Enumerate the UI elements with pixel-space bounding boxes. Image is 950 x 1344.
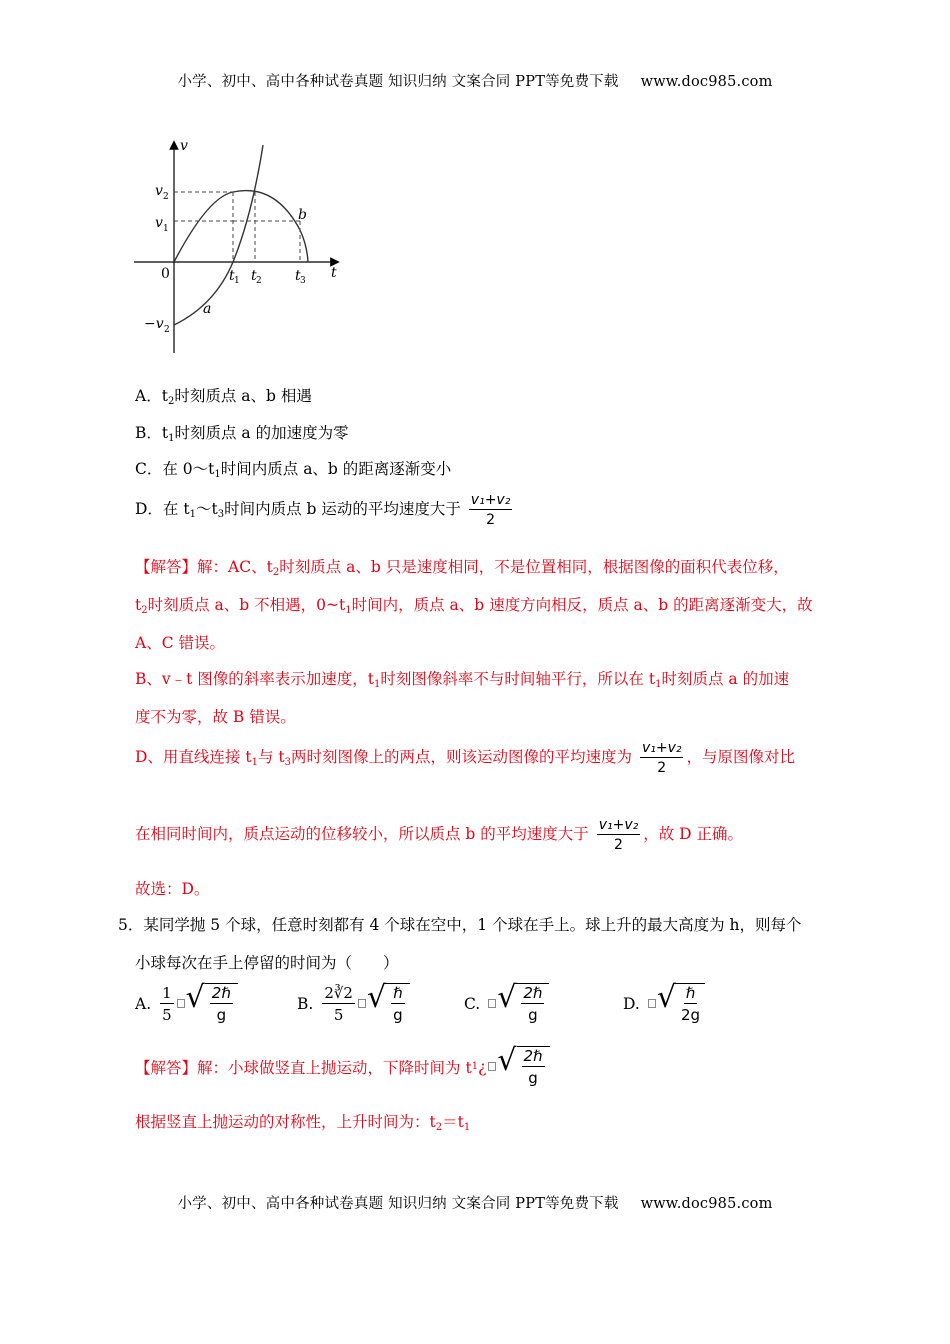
sqrt-symbol: √ $\frac{\text{2ℏ}}{g}$ bbox=[186, 983, 238, 1024]
q4-option-b: B．$t_1$时刻质点 a 的加速度为零 bbox=[135, 424, 349, 444]
q4-answer-line-2: $t_2$时刻质点 a、b 不相遇，$0\sim t_1$时间内，质点 a、b 速度方向相反，质点 a、b 的距离逐渐变大，故 bbox=[135, 596, 813, 616]
q4-option-d: D．在 $t_1\sim t_3$时间内质点 b 运动的平均速度大于 $\frac{\text{v₁+v₂}}{2}$ bbox=[135, 492, 511, 528]
q5-option-d: D. √ $\frac{\text{ℏ}}{2g}$ bbox=[623, 983, 705, 1024]
q4-answer-line-8: 故选：D。 bbox=[135, 880, 210, 898]
q4-answer-line-1: 【解答】解：AC、$t_2$时刻质点 a、b 只是速度相同，不是位置相同，根据图像的面积代表位移， bbox=[135, 558, 789, 578]
t1-label: t bbox=[229, 268, 235, 284]
footer-site: www.doc985.com bbox=[640, 1196, 773, 1212]
q5-stem-line-1: 5．某同学抛 5 个球，任意时刻都有 4 个球在空中，1 个球在手上。球上升的最大高度为 h，则每个 bbox=[118, 916, 802, 934]
q5-option-b: B. $\frac{2∛2}{5}$ √ $\frac{\text{ℏ}}{g}$ bbox=[297, 983, 410, 1024]
t2-sub: 2 bbox=[256, 276, 262, 286]
origin-label: 0 bbox=[161, 266, 170, 282]
q5-option-c: C. √ $\frac{\text{2ℏ}}{g}$ bbox=[464, 983, 549, 1024]
q4-answer-line-7: 在相同时间内，质点运动的位移较小，所以质点 b 的平均速度大于 $\frac{\text{v₁+v₂}}{2}$ ，故 D 正确。 bbox=[135, 817, 744, 853]
t-axis-label: t bbox=[331, 265, 337, 281]
t3-label: t bbox=[295, 268, 301, 284]
v-axis-label: v bbox=[180, 138, 188, 154]
header-site: www.doc985.com bbox=[640, 74, 773, 90]
q4-option-c: C．在 $0\sim t_1$时间内质点 a、b 的距离逐渐变小 bbox=[135, 460, 452, 480]
q5-answer-line-1: 【解答】 解：小球做竖直上抛运动，下降时间为 t 1 ¿ √ $\frac{\text{2ℏ}}{g}$ bbox=[135, 1046, 550, 1087]
q4-answer-line-3: A、C 错误。 bbox=[135, 634, 225, 652]
t2-label: t bbox=[251, 268, 257, 284]
q4-answer-line-4: B、v﹣t 图像的斜率表示加速度，$t_1$时刻图像斜率不与时间轴平行，所以在 $t_1$时刻质点 a 的加速 bbox=[135, 670, 790, 690]
header-text: 小学、初中、高中各种试卷真题 知识归纳 文案合同 PPT等免费下载 bbox=[177, 74, 619, 90]
q4-answer-line-6: D、用直线连接 $t_1$与 $t_3$两时刻图像上的两点，则该运动图像的平均速度为 $\frac{\text{v₁+v₂}}{2}$ ，与原图像对比 bbox=[135, 740, 795, 776]
curve-b-label: b bbox=[298, 207, 307, 223]
q5-option-a: A. $\frac{1}{5}$ √ $\frac{\text{2ℏ}}{g}$ bbox=[135, 983, 238, 1024]
curve-a-label: a bbox=[203, 301, 212, 317]
vt-graph bbox=[130, 135, 350, 360]
t3-sub: 3 bbox=[300, 276, 306, 286]
footer-text: 小学、初中、高中各种试卷真题 知识归纳 文案合同 PPT等免费下载 bbox=[177, 1196, 619, 1212]
q5-answer-line-2: 根据竖直上抛运动的对称性，上升时间为：$t_2=t_1$ bbox=[135, 1113, 471, 1133]
t1-sub: 1 bbox=[234, 276, 240, 286]
curve-a bbox=[174, 145, 263, 325]
v2-label: v bbox=[155, 183, 163, 199]
neg-v2-sub: 2 bbox=[164, 325, 170, 335]
q4-answer-line-5: 度不为零，故 B 错误。 bbox=[135, 708, 296, 726]
neg-v2-label: −v bbox=[144, 316, 164, 332]
curve-b bbox=[174, 191, 308, 262]
avg-velocity-fraction: $\frac{\text{v₁+v₂}}{2}$ bbox=[470, 492, 511, 528]
q5-stem-line-2: 小球每次在手上停留的时间为（ ） bbox=[135, 954, 399, 972]
answer-fraction-1: $\frac{\text{v₁+v₂}}{2}$ bbox=[641, 740, 682, 776]
v2-sub: 2 bbox=[163, 192, 169, 202]
page-header bbox=[0, 70, 950, 91]
q4-option-a: A．$t_2$时刻质点 a、b 相遇 bbox=[135, 387, 312, 407]
answer-fraction-2: $\frac{\text{v₁+v₂}}{2}$ bbox=[598, 817, 639, 853]
v1-sub: 1 bbox=[163, 224, 169, 234]
v1-label: v bbox=[155, 215, 163, 231]
page-footer bbox=[0, 1192, 950, 1213]
